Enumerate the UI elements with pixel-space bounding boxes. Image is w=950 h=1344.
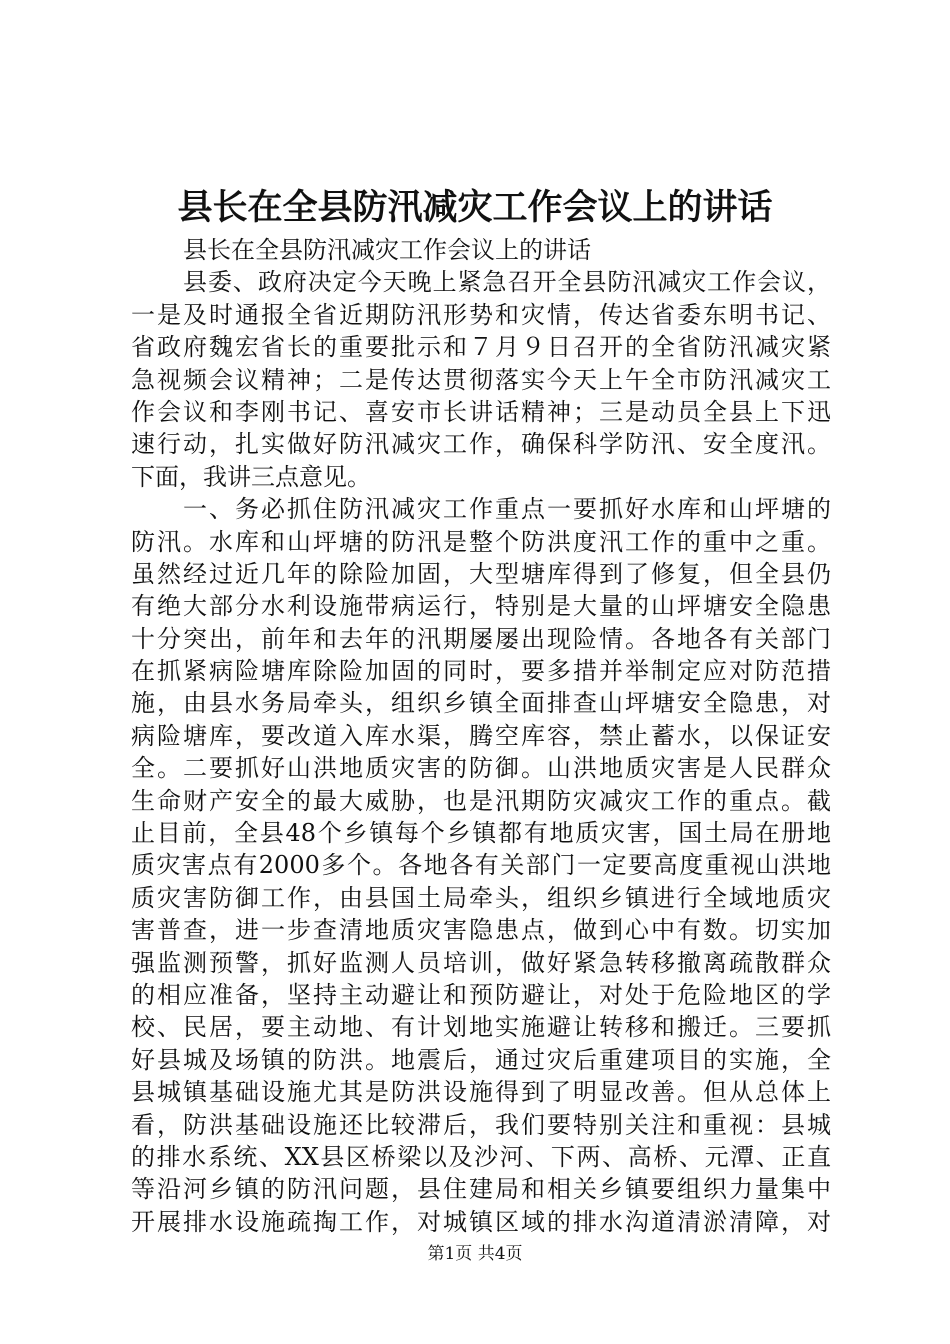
body-line: 病险塘库，要改道入库水渠，腾空库容，禁止蓄水，以保证安 xyxy=(131,721,831,750)
body-line: 止目前，全县48个乡镇每个乡镇都有地质灾害，国土局在册地 xyxy=(131,819,831,848)
body-line: 县城镇基础设施尤其是防洪设施得到了明显改善。但从总体上 xyxy=(131,1078,831,1107)
body-line: 全。二要抓好山洪地质灾害的防御。山洪地质灾害是人民群众 xyxy=(131,754,831,783)
body-line: 的相应准备，坚持主动避让和预防避让，对处于危险地区的学 xyxy=(131,980,831,1009)
body-line: 急视频会议精神；二是传达贯彻落实今天上午全市防汛减灾工 xyxy=(131,365,831,394)
body-line: 好县城及场镇的防洪。地震后，通过灾后重建项目的实施，全 xyxy=(131,1045,831,1074)
body-line: 速行动，扎实做好防汛减灾工作，确保科学防汛、安全度汛。 xyxy=(131,430,831,459)
body-line: 质灾害防御工作，由县国土局牵头，组织乡镇进行全域地质灾 xyxy=(131,883,831,912)
body-line: 防汛。水库和山坪塘的防汛是整个防洪度汛工作的重中之重。 xyxy=(131,527,831,556)
body-line: 一、务必抓住防汛减灾工作重点一要抓好水库和山坪塘的 xyxy=(183,495,831,524)
body-line: 虽然经过近几年的除险加固，大型塘库得到了修复，但全县仍 xyxy=(131,559,831,588)
document-body xyxy=(131,234,831,1238)
body-line: 十分突出，前年和去年的汛期屡屡出现险情。各地各有关部门 xyxy=(131,624,831,653)
body-line: 县长在全县防汛减灾工作会议上的讲话 xyxy=(183,236,591,264)
body-line: 省政府魏宏省长的重要批示和７月９日召开的全省防汛减灾紧 xyxy=(131,333,831,362)
body-line: 开展排水设施疏掏工作，对城镇区域的排水沟道清淤清障，对 xyxy=(131,1207,831,1236)
body-line: 施，由县水务局牵头，组织乡镇全面排查山坪塘安全隐患，对 xyxy=(131,689,831,718)
body-line: 强监测预警，抓好监测人员培训，做好紧急转移撤离疏散群众 xyxy=(131,948,831,977)
document-title: 县长在全县防汛减灾工作会议上的讲话 xyxy=(177,187,773,228)
body-line: 县委、政府决定今天晚上紧急召开全县防汛减灾工作会议， xyxy=(183,268,831,297)
body-line: 下面，我讲三点意见。 xyxy=(131,462,371,491)
body-line: 的排水系统、XX县区桥梁以及沙河、下两、高桥、元潭、正直 xyxy=(131,1142,831,1171)
page-number: 第1页 共4页 xyxy=(427,1244,523,1264)
body-line: 一是及时通报全省近期防汛形势和灾情，传达省委东明书记、 xyxy=(131,300,831,329)
body-line: 等沿河乡镇的防汛问题，县住建局和相关乡镇要组织力量集中 xyxy=(131,1175,831,1204)
body-line: 作会议和李刚书记、喜安市长讲话精神；三是动员全县上下迅 xyxy=(131,397,831,426)
body-line: 看，防洪基础设施还比较滞后，我们要特别关注和重视：县城 xyxy=(131,1110,831,1139)
body-line: 生命财产安全的最大威胁，也是汛期防灾减灾工作的重点。截 xyxy=(131,786,831,815)
body-line: 质灾害点有2000多个。各地各有关部门一定要高度重视山洪地 xyxy=(131,851,831,880)
body-line: 在抓紧病险塘库除险加固的同时，要多措并举制定应对防范措 xyxy=(131,657,831,686)
body-line: 害普查，进一步查清地质灾害隐患点，做到心中有数。切实加 xyxy=(131,916,831,945)
body-line: 校、民居，要主动地、有计划地实施避让转移和搬迁。三要抓 xyxy=(131,1013,831,1042)
body-line: 有绝大部分水利设施带病运行，特别是大量的山坪塘安全隐患 xyxy=(131,592,831,621)
